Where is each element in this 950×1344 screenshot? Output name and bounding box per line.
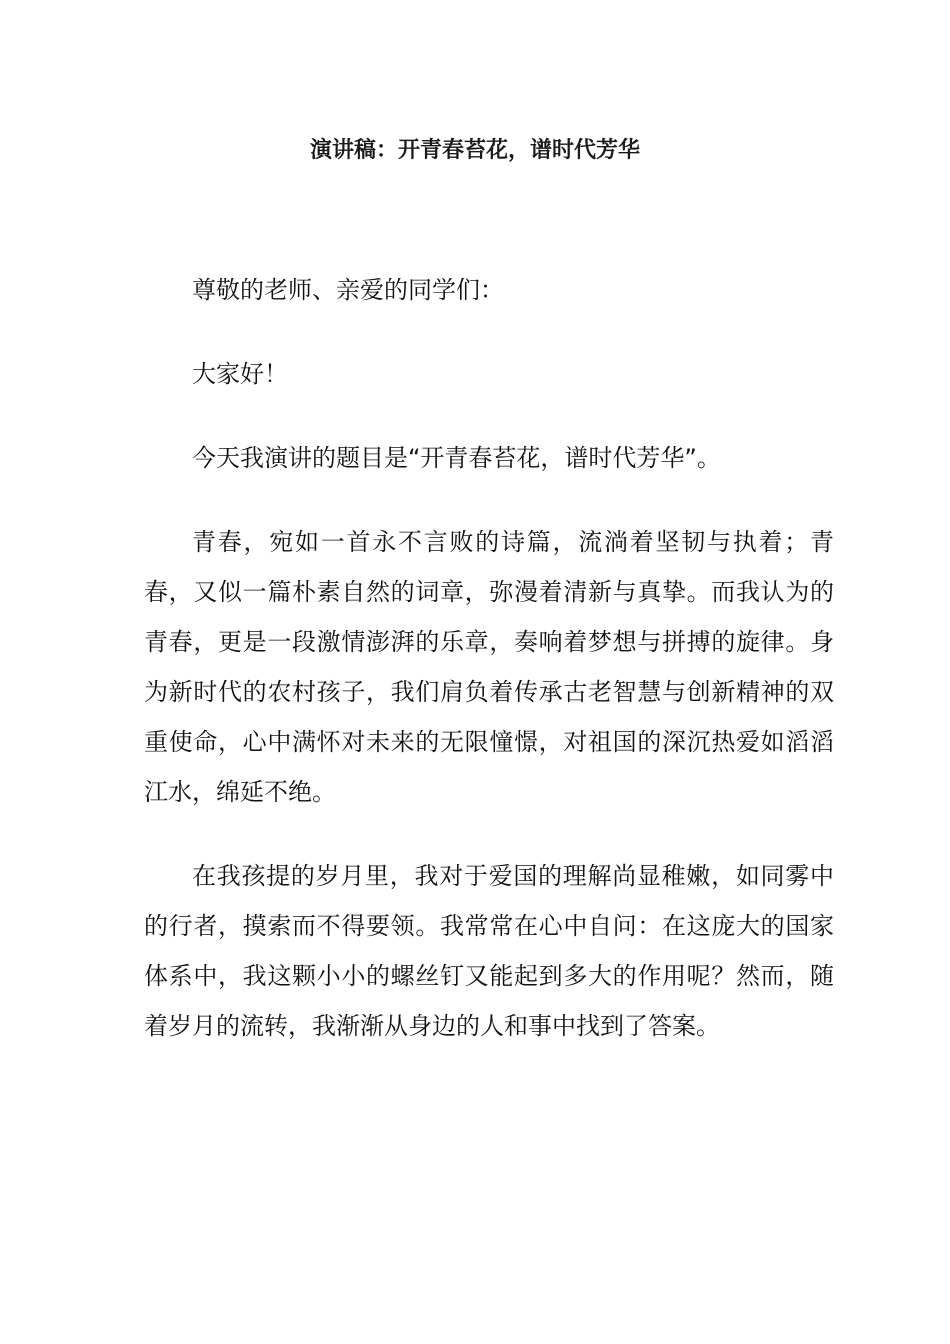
body-paragraph: 在我孩提的岁月里，我对于爱国的理解尚显稚嫩，如同雾中的行者，摸索而不得要领。我常常在心中自问：在这庞大的国家体系中，我这颗小小的螺丝钉又能起到多大的作用呢？然而，随着岁月的流转，我渐渐从身边的人和事中找到了答案。 [144, 862, 834, 1040]
greeting-paragraph: 大家好！ [192, 360, 288, 388]
document-title: 演讲稿：开青春苔花，谱时代芳华 [309, 138, 640, 163]
document-body [144, 265, 834, 1085]
topic-paragraph: 今天我演讲的题目是“开青春苔花，谱时代芳华”。 [192, 444, 721, 472]
salutation-paragraph: 尊敬的老师、亲爱的同学们： [192, 276, 504, 304]
body-paragraph: 青春，宛如一首永不言败的诗篇，流淌着坚韧与执着；青春，又似一篇朴素自然的词章，弥漫着清新与真挚。而我认为的青春，更是一段激情澎湃的乐章，奏响着梦想与拼搏的旋律。身为新时代的农村孩子，我们肩负着传承古老智慧与创新精神的双重使命，心中满怀对未来的无限憧憬，对祖国的深沉热爱如滔滔江水，绵延不绝。 [144, 528, 834, 806]
